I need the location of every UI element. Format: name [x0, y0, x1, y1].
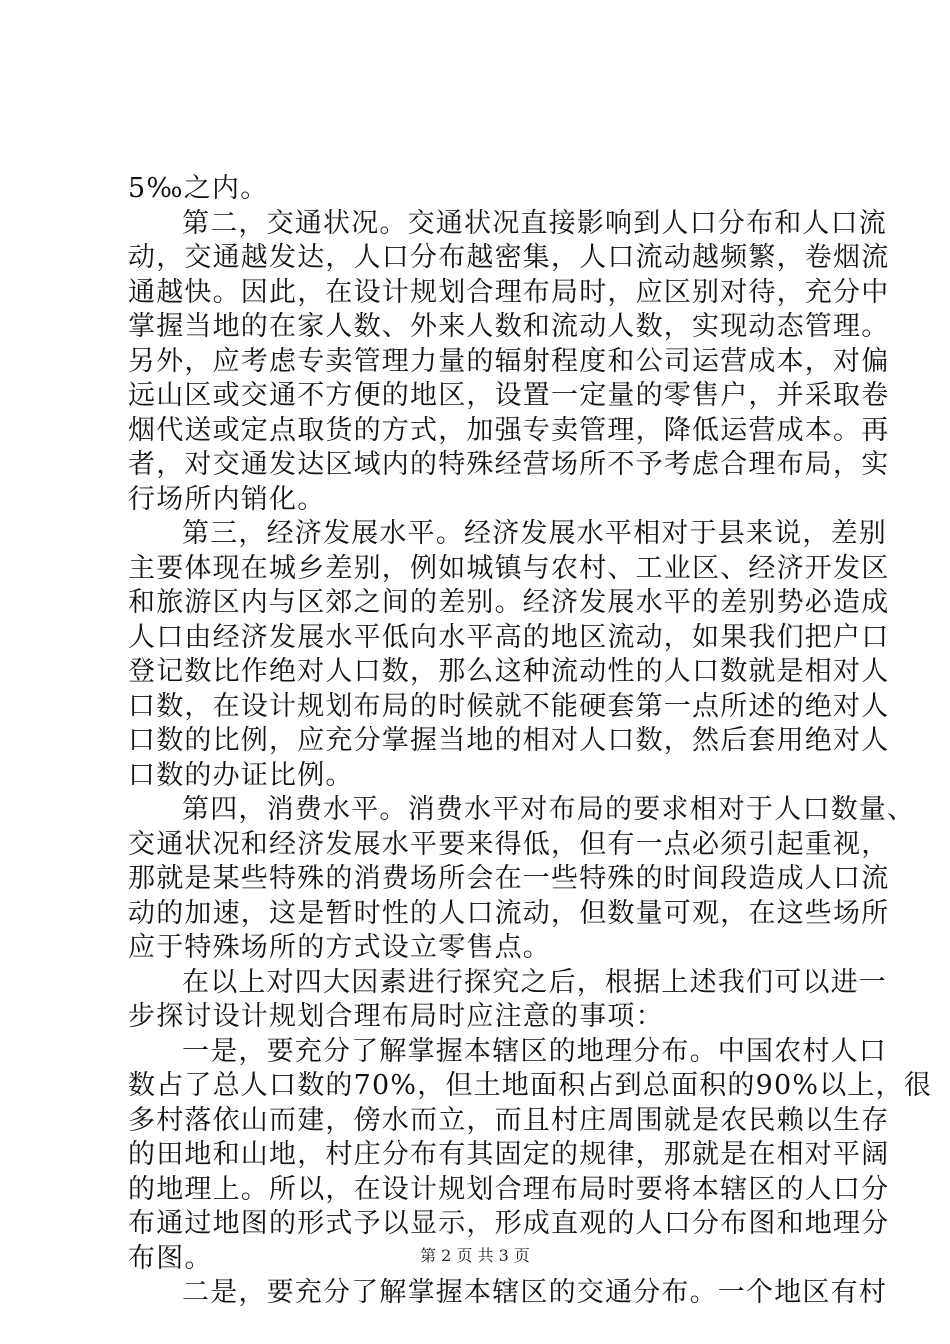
text-line: 动，交通越发达，人口分布越密集，人口流动越频繁，卷烟流 — [128, 242, 890, 273]
text-line: 动的加速，这是暂时性的人口流动，但数量可观，在这些场所 — [128, 897, 890, 929]
text-line: 的田地和山地，村庄分布有其固定的规律，那就是在相对平阔 — [128, 1139, 890, 1170]
text-line: 口数，在设计规划布局的时候就不能硬套第一点所述的绝对人 — [128, 690, 890, 722]
text-line: 烟代送或定点取货的方式，加强专卖管理，降低运营成本。再 — [128, 414, 890, 446]
text-line: 应于特殊场所的方式设立零售点。 — [128, 932, 551, 963]
text-line: 那就是某些特殊的消费场所会在一些特殊的时间段造成人口流 — [128, 863, 890, 894]
text-line: 5‰之内。 — [128, 173, 269, 204]
text-line: 人口由经济发展水平低向水平高的地区流动，如果我们把户口 — [128, 621, 890, 653]
text-line: 第二，交通状况。交通状况直接影响到人口分布和人口流 — [182, 207, 887, 239]
text-line: 另外，应考虑专卖管理力量的辐射程度和公司运营成本，对偏 — [128, 345, 890, 377]
text-line: 远山区或交通不方便的地区，设置一定量的零售户，并采取卷 — [128, 380, 890, 411]
text-line: 在以上对四大因素进行探究之后，根据上述我们可以进一 — [182, 966, 887, 998]
text-line: 多村落依山而建，傍水而立，而且村庄周围就是农民赖以生存 — [128, 1104, 890, 1136]
text-line: 二是，要充分了解掌握本辖区的交通分布。一个地区有村 — [182, 1277, 887, 1308]
text-line: 交通状况和经济发展水平要来得低，但有一点必须引起重视， — [128, 828, 890, 860]
text-line: 通越快。因此，在设计规划合理布局时，应区别对待，充分中 — [128, 276, 890, 308]
text-line: 和旅游区内与区郊之间的差别。经济发展水平的差别势必造成 — [128, 587, 890, 618]
text-line: 步探讨设计规划合理布局时应注意的事项： — [128, 1001, 664, 1032]
text-line: 布通过地图的形式予以显示，形成直观的人口分布图和地理分 — [128, 1208, 890, 1239]
text-line: 主要体现在城乡差别，例如城镇与农村、工业区、经济开发区 — [128, 552, 890, 584]
text-line: 掌握当地的在家人数、外来人数和流动人数，实现动态管理。 — [128, 311, 890, 342]
text-line: 第三，经济发展水平。经济发展水平相对于县来说，差别 — [182, 518, 887, 549]
text-line: 一是，要充分了解掌握本辖区的地理分布。中国农村人口 — [182, 1035, 887, 1067]
text-line: 的地理上。所以，在设计规划合理布局时要将本辖区的人口分 — [128, 1173, 890, 1205]
document-body — [128, 172, 933, 1311]
text-line: 布图。 — [128, 1242, 213, 1274]
text-line: 数占了总人口数的70%，但土地面积占到总面积的90%以上，很 — [128, 1070, 933, 1101]
text-line: 行场所内销化。 — [128, 483, 326, 515]
text-line: 口数的比例，应充分掌握当地的相对人口数，然后套用绝对人 — [128, 725, 890, 756]
text-line: 登记数比作绝对人口数，那么这种流动性的人口数就是相对人 — [128, 656, 890, 687]
text-line: 第四，消费水平。消费水平对布局的要求相对于人口数量、 — [182, 794, 916, 825]
text-line: 者，对交通发达区域内的特殊经营场所不予考虑合理布局，实 — [128, 449, 890, 480]
page-number-footer: 第 2 页 共 3 页 — [420, 1246, 530, 1265]
text-line: 口数的办证比例。 — [128, 759, 354, 791]
